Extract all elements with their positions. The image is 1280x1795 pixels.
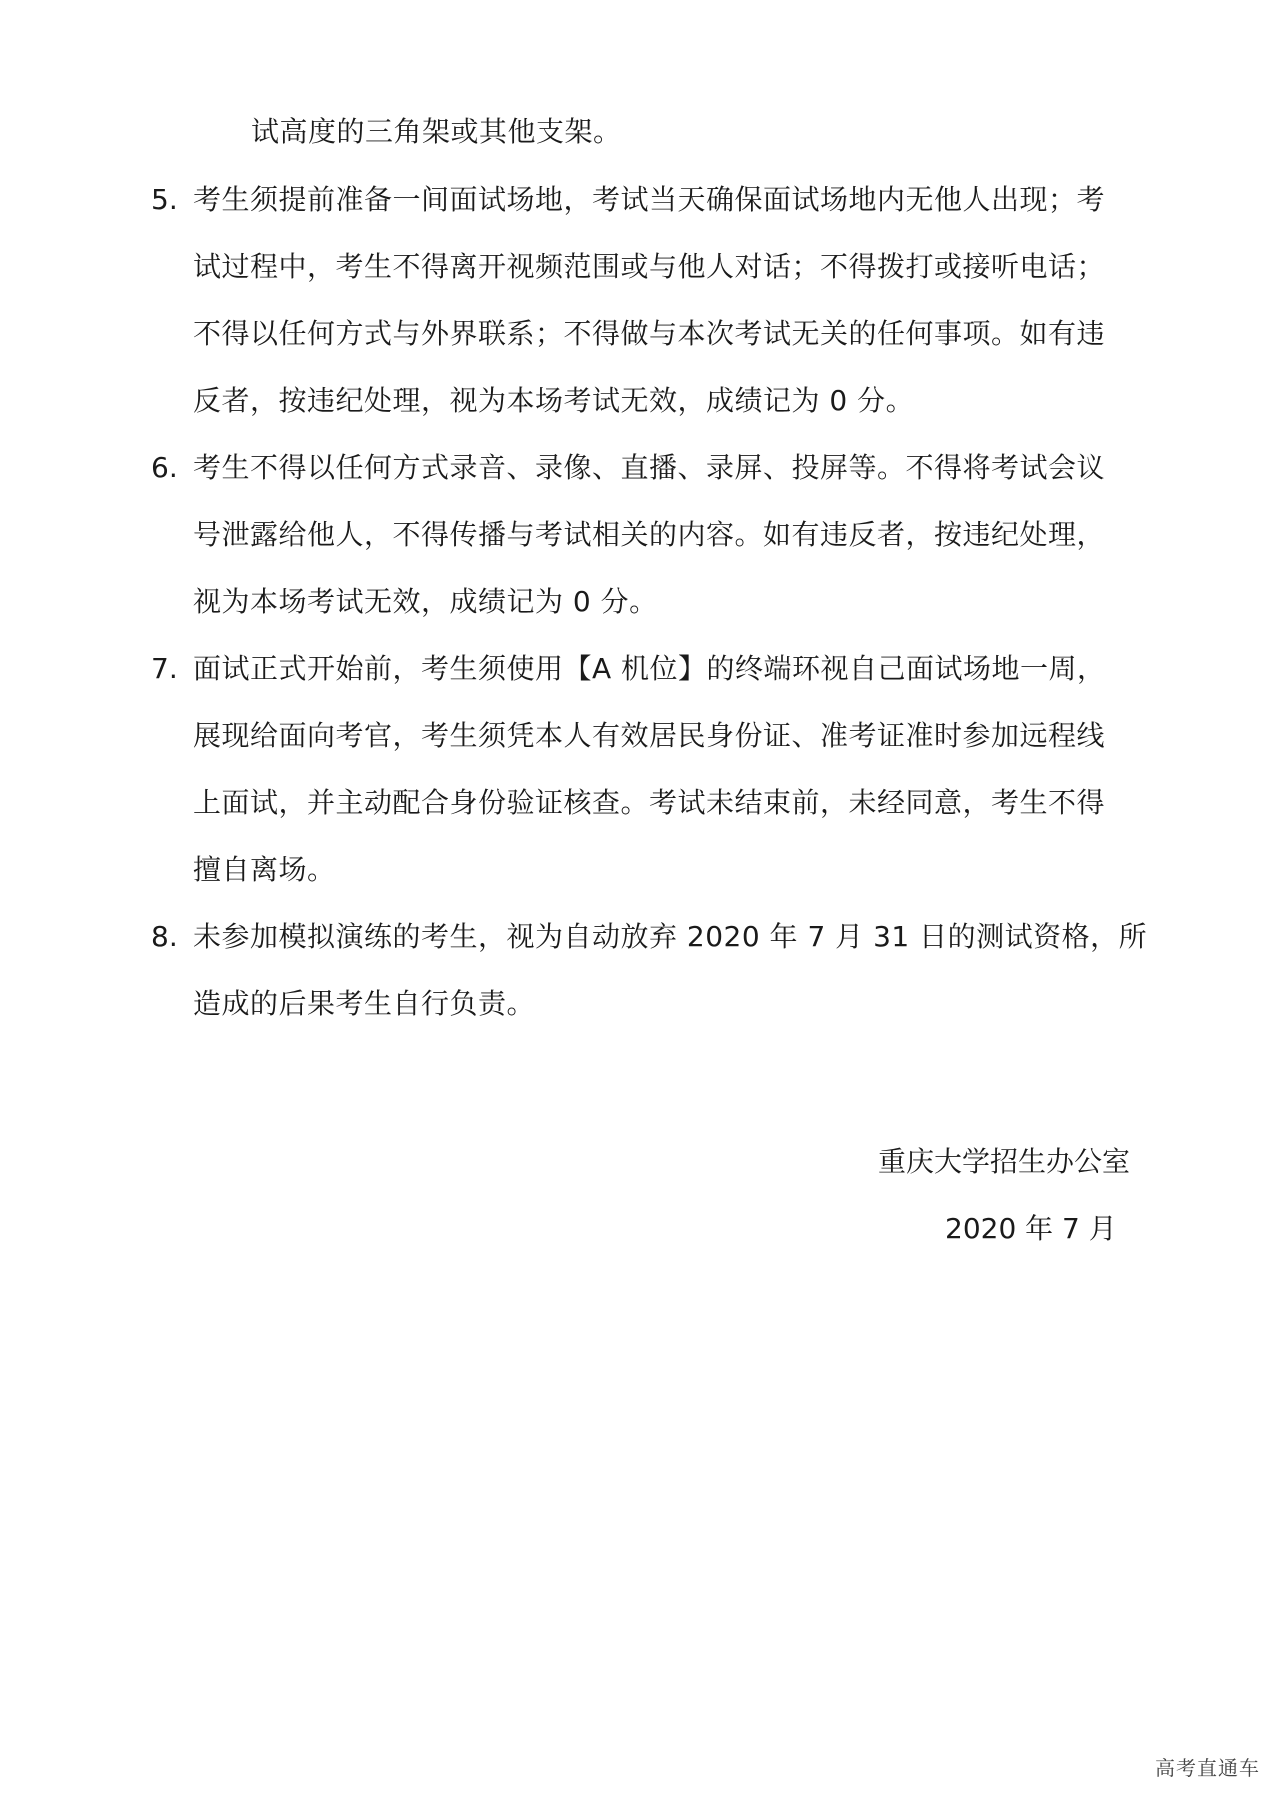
item-line: 展现给面向考官，考生须凭本人有效居民身份证、准考证准时参加远程线 [193,719,1106,752]
item-line: 号泄露给他人，不得传播与考试相关的内容。如有违反者，按违纪处理， [193,518,1106,551]
item-line: 考生须提前准备一间面试场地，考试当天确保面试场地内无他人出现；考 [193,183,1106,216]
item-number: 8. [151,920,178,953]
item-number: 7. [151,652,178,685]
item-line: 面试正式开始前，考生须使用【A 机位】的终端环视自己面试场地一周， [193,652,1106,685]
signature-org: 重庆大学招生办公室 [878,1145,1131,1178]
watermark-text: 高考直通车 [1155,1756,1260,1780]
item-line: 视为本场考试无效，成绩记为 0 分。 [193,585,658,618]
item-line: 未参加模拟演练的考生，视为自动放弃 2020 年 7 月 31 日的测试资格，所 [193,920,1148,953]
item-line: 反者，按违纪处理，视为本场考试无效，成绩记为 0 分。 [193,384,915,417]
item-line: 上面试，并主动配合身份验证核查。考试未结束前，未经同意，考生不得 [193,786,1106,819]
item-line: 擅自离场。 [193,853,336,886]
item-line: 造成的后果考生自行负责。 [193,987,536,1020]
item-number: 6. [151,451,178,484]
continuation-line: 试高度的三角架或其他支架。 [251,115,622,148]
item-line: 考生不得以任何方式录音、录像、直播、录屏、投屏等。不得将考试会议 [193,451,1106,484]
signature-date: 2020 年 7 月 [945,1212,1117,1245]
item-number: 5. [151,183,178,216]
item-line: 试过程中，考生不得离开视频范围或与他人对话；不得拨打或接听电话； [193,250,1106,283]
item-line: 不得以任何方式与外界联系；不得做与本次考试无关的任何事项。如有违 [193,317,1106,350]
